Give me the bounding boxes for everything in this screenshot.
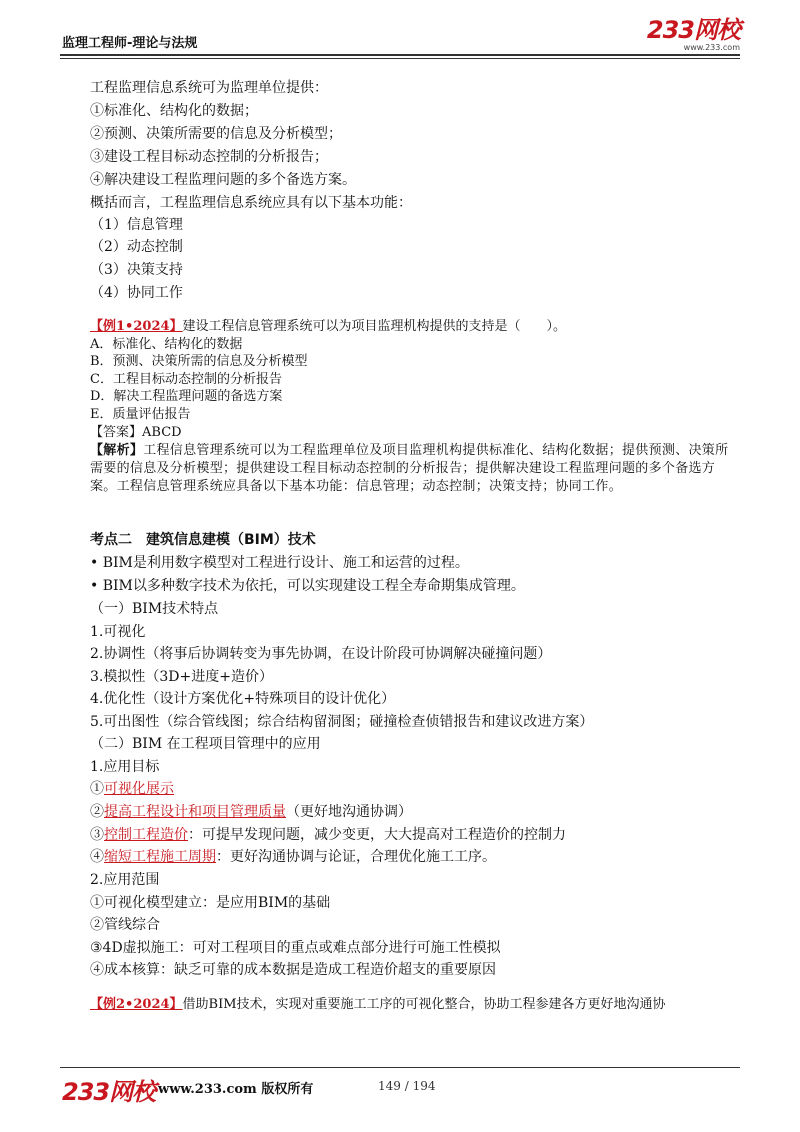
text-line: ②预测、决策所需要的信息及分析模型； (90, 126, 342, 142)
analysis (90, 442, 730, 496)
option-e: E．质量评估报告 (90, 407, 191, 422)
scope-item: ④成本核算：缺乏可靠的成本数据是造成工程造价超支的重要原因 (90, 962, 496, 978)
header-divider (60, 54, 740, 56)
goal-item (90, 826, 566, 844)
text-line: （3）决策支持 (90, 262, 183, 278)
goal-key: 控制工程造价 (104, 827, 188, 843)
example-question (90, 318, 566, 335)
goal-rest: ：可提早发现问题，减少变更，大大提高对工程造价的控制力 (188, 827, 566, 843)
page-number: 149 / 194 (378, 1079, 436, 1093)
goal-title: 1.应用目标 (90, 759, 160, 775)
goal-key: 可视化展示 (104, 781, 174, 797)
analysis-text: 工程信息管理系统可以为工程监理单位及项目监理机构提供标准化、结构化数据；提供预测、决策所需要的信息及分析模型；提供建设工程目标动态控制的分析报告；提供解决建设工程监理问题的多个备选方案。工程信息管理系统应具备以下基本功能：信息管理；动态控制；决策支持；协同工作。 (90, 443, 729, 494)
bullet-item: • BIM以多种数字技术为依托，可以实现建设工程全寿命期集成管理。 (90, 578, 525, 594)
footer-divider (60, 1067, 740, 1068)
text-line: ①标准化、结构化的数据； (90, 103, 258, 119)
feature-item: 5.可出图性（综合管线图；综合结构留洞图；碰撞检查侦错报告和建议改进方案） (90, 714, 594, 730)
goal-rest: （更好地沟通协调） (286, 804, 412, 820)
scope-item: ①可视化模型建立：是应用BIM的基础 (90, 895, 331, 911)
example-tag: 【例2•2024】 (90, 997, 183, 1012)
footer-copyright: www.233.com 版权所有 (158, 1082, 314, 1097)
answer-label: 【答案】 (90, 425, 143, 440)
option-c: C．工程目标动态控制的分析报告 (90, 372, 282, 387)
analysis-label: 【解析】 (90, 443, 144, 458)
feature-item: 4.优化性（设计方案优化+特殊项目的设计优化） (90, 691, 396, 707)
footer-logo: 233网校 (62, 1078, 156, 1106)
scope-title: 2.应用范围 (90, 872, 160, 888)
goal-number: ③ (90, 827, 104, 843)
goal-key: 提高工程设计和项目管理质量 (104, 804, 286, 820)
goal-number: ② (90, 804, 104, 820)
text-line: ④解决建设工程监理问题的多个备选方案。 (90, 172, 356, 188)
scope-item: ③4D虚拟施工：可对工程项目的重点或难点部分进行可施工性模拟 (90, 940, 501, 956)
text-line: 概括而言，工程监理信息系统应具有以下基本功能： (90, 195, 412, 211)
brand-logo-text: 233网校 (646, 16, 740, 44)
goal-item (90, 848, 496, 866)
option-b: B．预测、决策所需的信息及分析模型 (90, 354, 308, 369)
option-d: D．解决工程监理问题的备选方案 (90, 389, 283, 404)
text-line: 工程监理信息系统可为监理单位提供： (90, 80, 328, 96)
feature-item: 3.模拟性（3D+进度+造价） (90, 669, 273, 685)
brand-logo-site: www.233.com (683, 43, 740, 52)
text-line: （4）协同工作 (90, 285, 183, 301)
goal-item (90, 780, 174, 798)
example-question-text: 建设工程信息管理系统可以为项目监理机构提供的支持是（ ）。 (182, 319, 567, 334)
text-line: （1）信息管理 (90, 217, 183, 233)
answer (90, 424, 182, 441)
subsection-title: （一）BIM技术特点 (90, 601, 219, 617)
brand-logo (647, 18, 740, 52)
goal-rest: ：更好沟通协调与论证，合理优化施工工序。 (216, 849, 496, 865)
answer-value: ABCD (142, 425, 182, 440)
example-tag: 【例1•2024】 (90, 319, 183, 334)
example-question (90, 996, 666, 1013)
subsection-title: （二）BIM 在工程项目管理中的应用 (90, 736, 321, 752)
document-header-title: 监理工程师-理论与法规 (62, 36, 198, 51)
goal-number: ① (90, 781, 104, 797)
feature-item: 1.可视化 (90, 624, 146, 640)
section-heading: 考点二 建筑信息建模（BIM）技术 (90, 532, 316, 548)
example-question-text: 借助BIM技术，实现对重要施工工序的可视化整合，协助工程参建各方更好地沟通协 (182, 997, 666, 1012)
goal-key: 缩短工程施工周期 (104, 849, 216, 865)
text-line: ③建设工程目标动态控制的分析报告； (90, 149, 328, 165)
header-divider-thin (60, 58, 740, 59)
feature-item: 2.协调性（将事后协调转变为事先协调，在设计阶段可协调解决碰撞问题） (90, 646, 552, 662)
scope-item: ②管线综合 (90, 917, 160, 933)
goal-number: ④ (90, 849, 104, 865)
bullet-item: • BIM是利用数字模型对工程进行设计、施工和运营的过程。 (90, 555, 469, 571)
option-a: A．标准化、结构化的数据 (90, 337, 243, 352)
text-line: （2）动态控制 (90, 239, 183, 255)
goal-item (90, 803, 412, 821)
